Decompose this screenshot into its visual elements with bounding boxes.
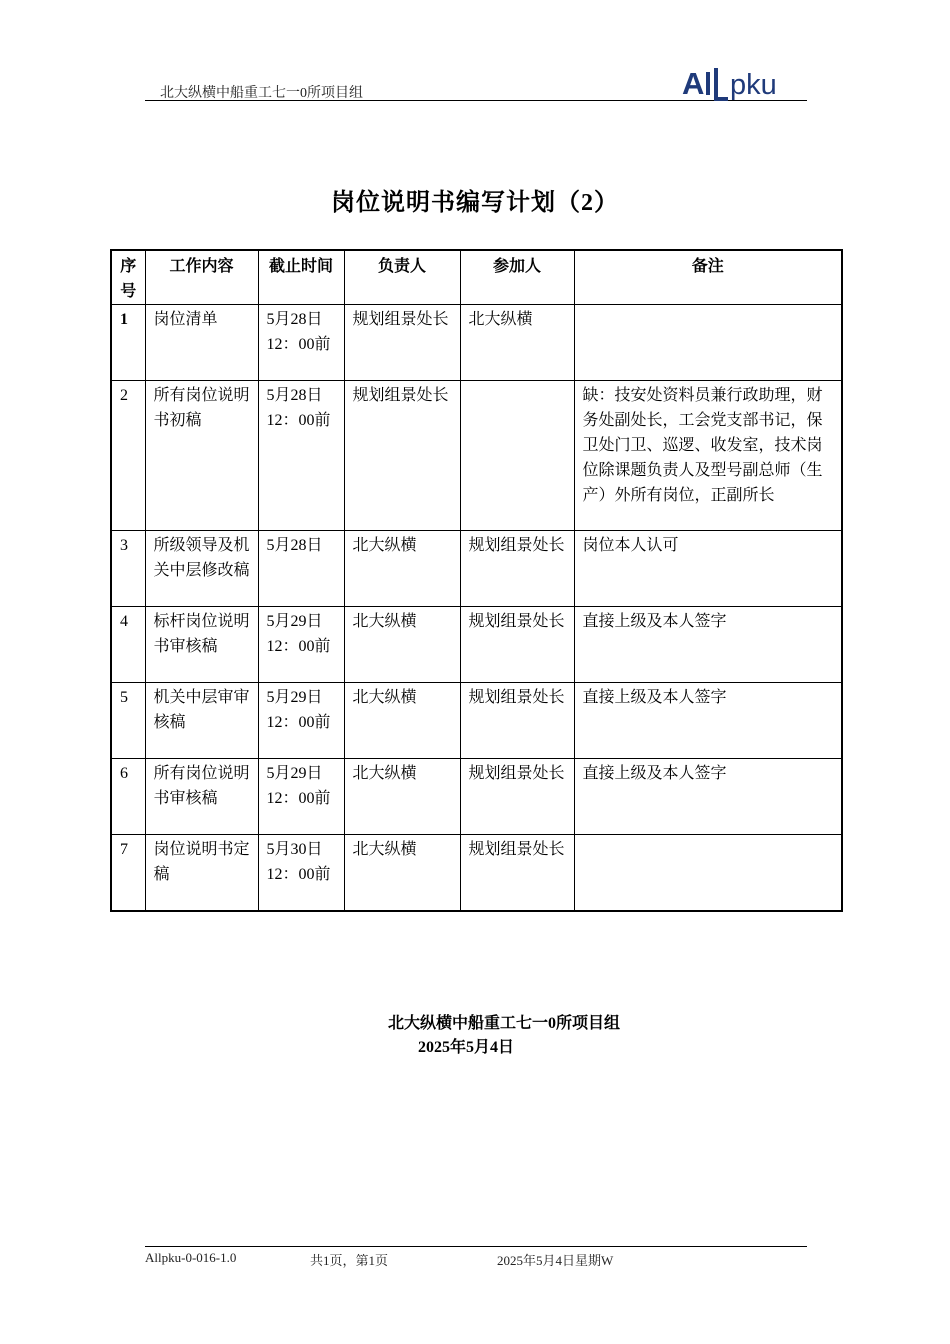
cell-participant: 规划组景处长	[460, 835, 574, 911]
footer-doc-code: Allpku-0-016-1.0	[145, 1250, 237, 1265]
table-row	[111, 759, 842, 835]
cell-note	[574, 835, 842, 911]
cell-note: 岗位本人认可	[574, 531, 842, 607]
cell-task: 岗位说明书定稿	[145, 835, 258, 911]
cell-owner: 规划组景处长	[344, 381, 460, 531]
plan-table	[110, 249, 843, 912]
header-org: 北大纵横中船重工七一0所项目组	[160, 86, 363, 101]
cell-deadline: 5月28日	[258, 531, 344, 607]
cell-deadline: 5月30日12：00前	[258, 835, 344, 911]
table-row	[111, 531, 842, 607]
cell-task: 岗位清单	[145, 305, 258, 381]
cell-task: 所有岗位说明书初稿	[145, 381, 258, 531]
page-title: 岗位说明书编写计划（2）	[331, 190, 619, 216]
cell-participant: 北大纵横	[460, 305, 574, 381]
cell-no: 1	[111, 305, 145, 381]
cell-note: 直接上级及本人签字	[574, 607, 842, 683]
svg-text:A: A	[682, 66, 705, 101]
table-header-row	[111, 250, 842, 305]
cell-participant: 规划组景处长	[460, 531, 574, 607]
cell-task: 所有岗位说明书审核稿	[145, 759, 258, 835]
cell-task: 标杆岗位说明书审核稿	[145, 607, 258, 683]
col-header-participant: 参加人	[460, 250, 574, 305]
cell-participant	[460, 381, 574, 531]
cell-no: 2	[111, 381, 145, 531]
cell-owner: 北大纵横	[344, 683, 460, 759]
table-row	[111, 683, 842, 759]
footer-date-info: 2025年5月4日星期W	[497, 1253, 614, 1268]
cell-deadline: 5月29日12：00前	[258, 683, 344, 759]
cell-deadline: 5月29日12：00前	[258, 607, 344, 683]
footer-rule	[145, 1246, 807, 1247]
cell-no: 3	[111, 531, 145, 607]
footer-page-info: 共1页，第1页	[310, 1253, 389, 1268]
cell-participant: 规划组景处长	[460, 759, 574, 835]
col-header-task: 工作内容	[145, 250, 258, 305]
cell-note: 缺：技安处资料员兼行政助理，财务处副处长，工会党支部书记，保卫处门卫、巡逻、收发室，技术岗位除课题负责人及型号副总师（生产）外所有岗位，正副所长	[574, 381, 842, 531]
table-row	[111, 381, 842, 531]
cell-deadline: 5月29日12：00前	[258, 759, 344, 835]
cell-owner: 北大纵横	[344, 835, 460, 911]
cell-owner: 北大纵横	[344, 759, 460, 835]
svg-text:pku: pku	[730, 69, 777, 101]
cell-deadline: 5月28日12：00前	[258, 381, 344, 531]
cell-owner: 北大纵横	[344, 607, 460, 683]
col-header-note: 备注	[574, 250, 842, 305]
table-row	[111, 835, 842, 911]
cell-no: 5	[111, 683, 145, 759]
cell-owner: 规划组景处长	[344, 305, 460, 381]
col-header-deadline: 截止时间	[258, 250, 344, 305]
signature-org: 北大纵横中船重工七一0所项目组	[388, 1015, 621, 1032]
cell-participant: 规划组景处长	[460, 683, 574, 759]
cell-no: 7	[111, 835, 145, 911]
cell-note: 直接上级及本人签字	[574, 683, 842, 759]
cell-task: 所级领导及机关中层修改稿	[145, 531, 258, 607]
cell-note: 直接上级及本人签字	[574, 759, 842, 835]
cell-task: 机关中层审审核稿	[145, 683, 258, 759]
signature-date: 2025年5月4日	[418, 1039, 515, 1056]
cell-no: 4	[111, 607, 145, 683]
cell-participant: 规划组景处长	[460, 607, 574, 683]
cell-no: 6	[111, 759, 145, 835]
col-header-no: 序号	[111, 250, 145, 305]
cell-owner: 北大纵横	[344, 531, 460, 607]
table-row	[111, 305, 842, 381]
cell-note	[574, 305, 842, 381]
table-row	[111, 607, 842, 683]
allpku-logo	[680, 64, 800, 102]
cell-deadline: 5月28日12：00前	[258, 305, 344, 381]
col-header-owner: 负责人	[344, 250, 460, 305]
